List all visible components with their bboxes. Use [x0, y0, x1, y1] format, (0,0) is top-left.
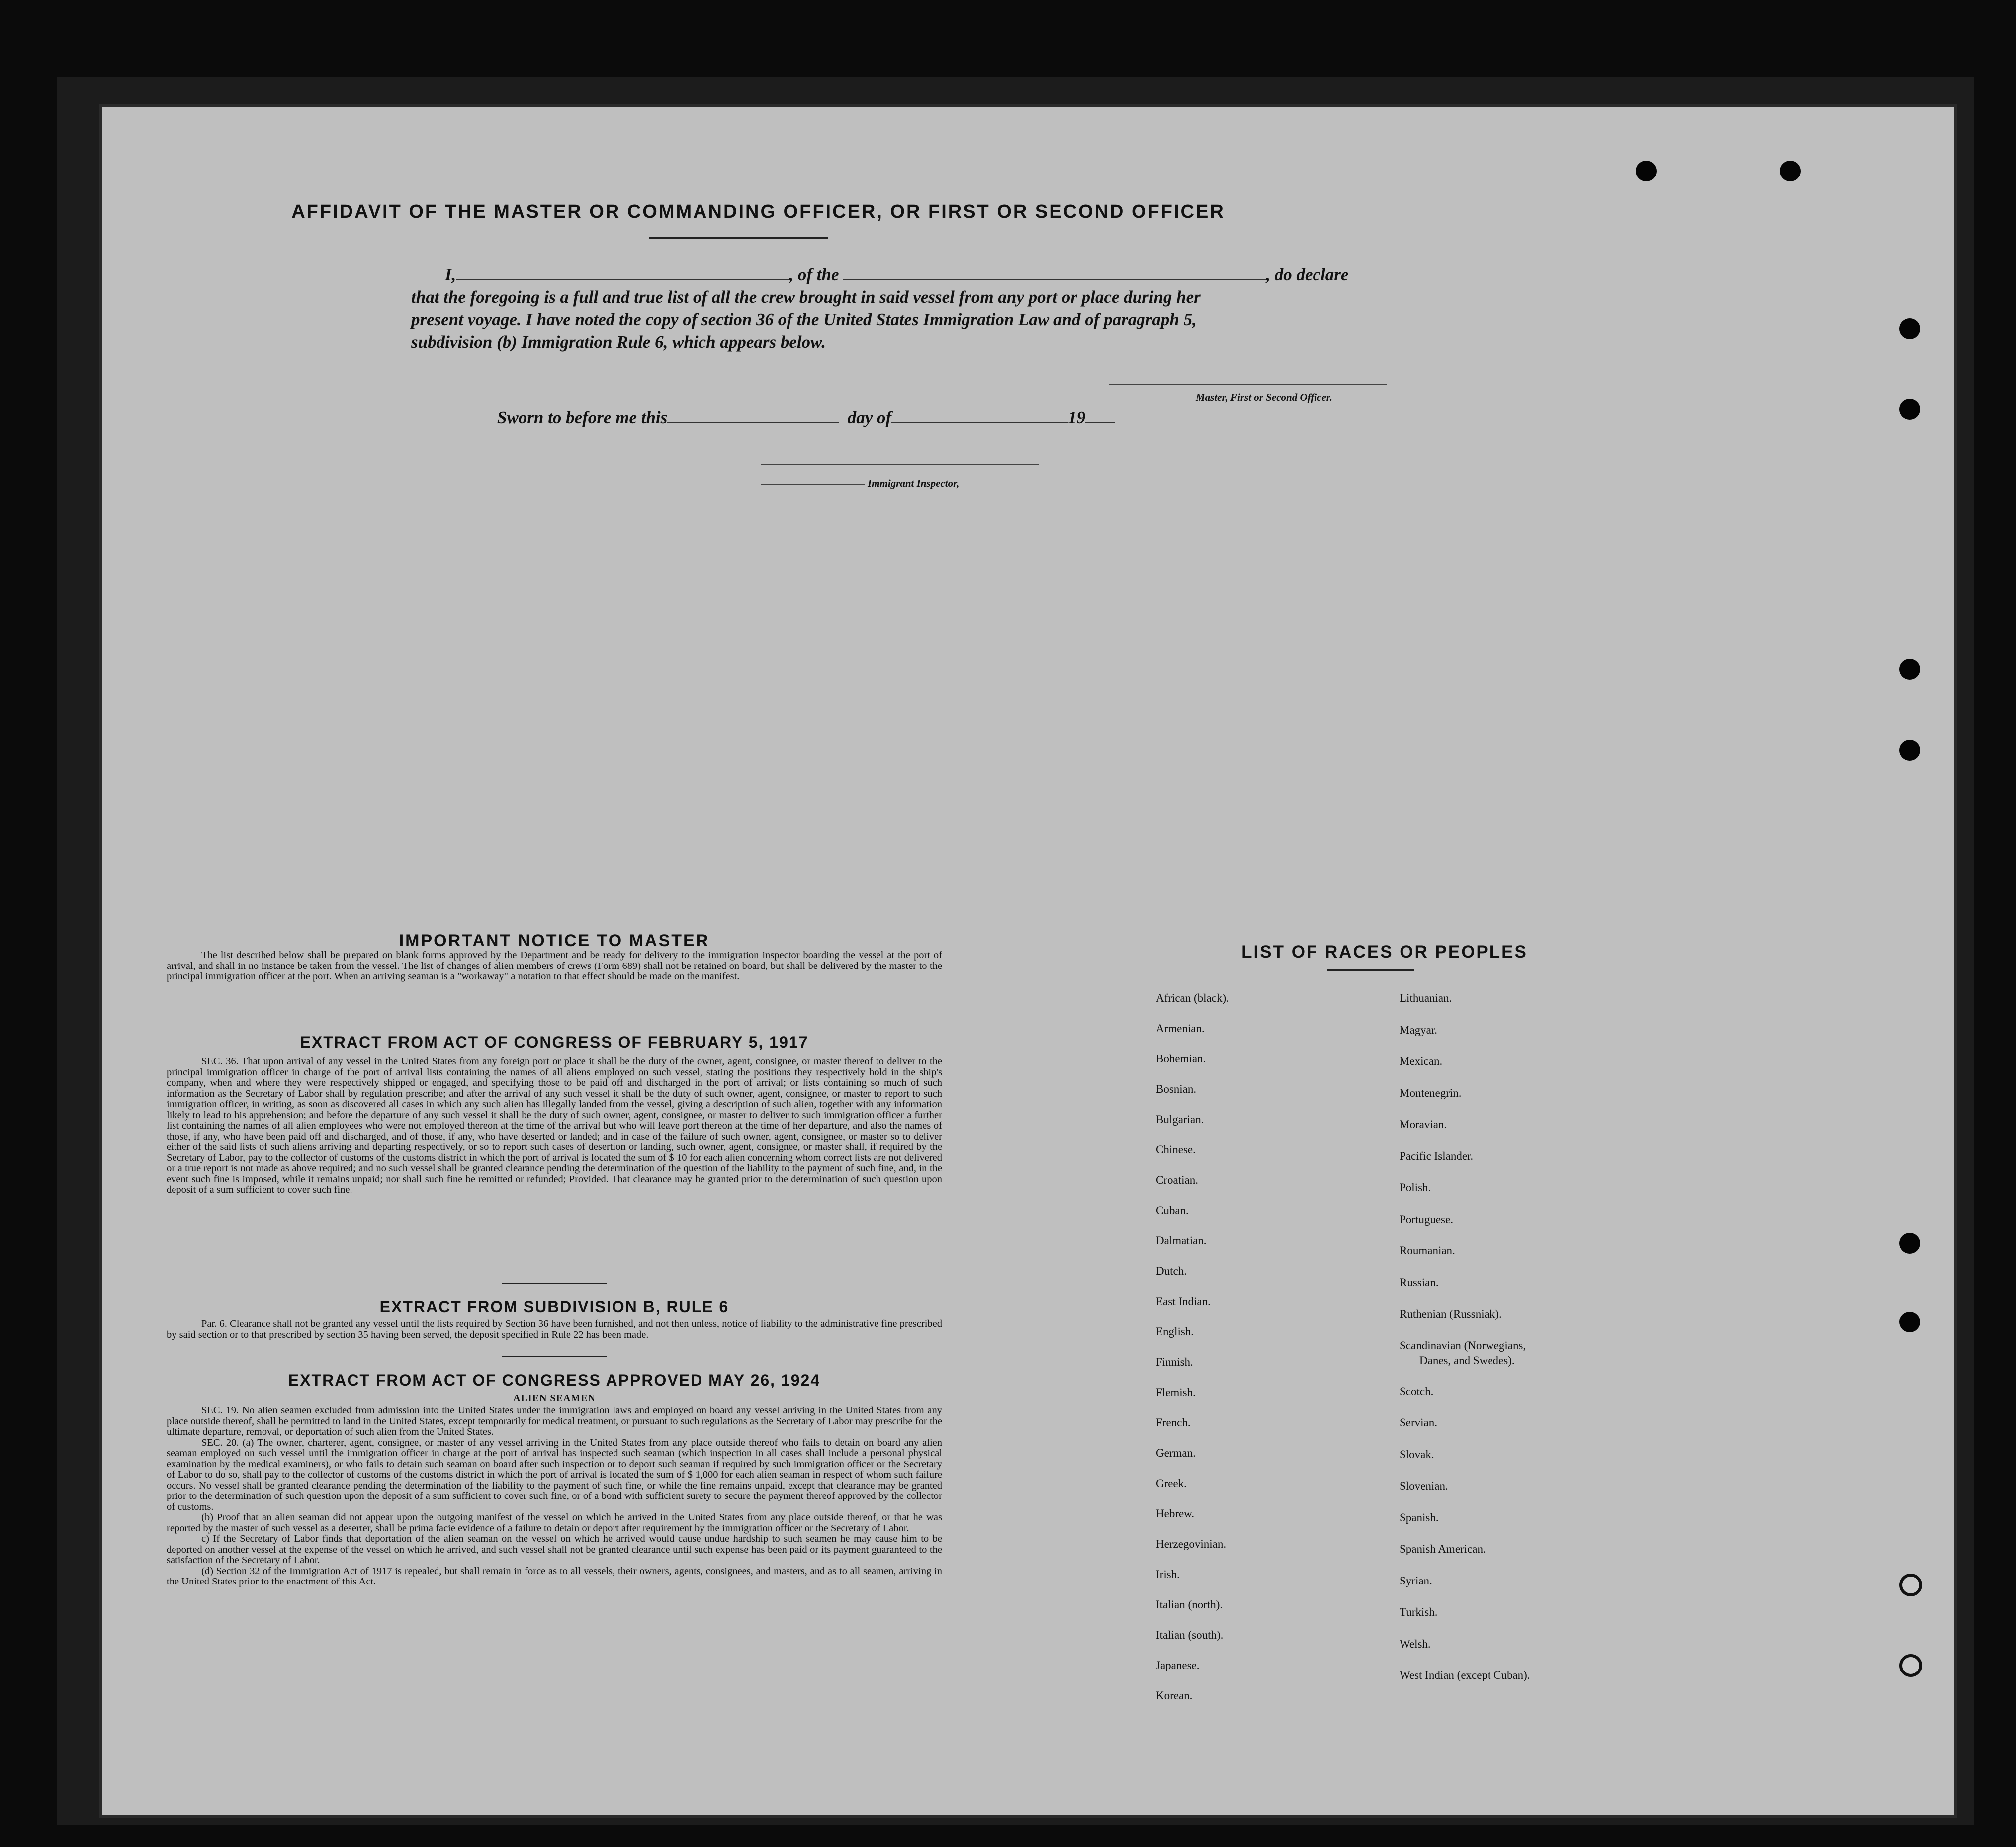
race-item: Syrian. — [1400, 1574, 1432, 1587]
race-item: Finnish. — [1156, 1356, 1193, 1368]
race-item: East Indian. — [1156, 1295, 1211, 1308]
races-title: LIST OF RACES OR PEOPLES — [1241, 942, 1528, 962]
race-item: Mexican. — [1400, 1055, 1443, 1067]
sec-20a-paragraph: SEC. 20. (a) The owner, charterer, agent, consignee, or master of any vessel arriving in the United States from any place outside thereof who fails to detain on board any alien seaman employed on such vessel until the immigration officer in charge at the port of arrival has inspected such seaman (which inspection in all cases shall include a personal physical examination by the medical examiners), or who fails to detain such seaman on board after such inspection or to deport such seaman if required by such immigration officer or the Secretary of Labor to do so, shall pay to the collector of customs of the customs district in which the port of arrival is located the sum of $ 1,000 for each alien seaman in respect of whom such failure occurs. No vessel shall be granted clearance pending the determination of the liability to the payment of such fine, or while the fine remains unpaid, except that clearance may be granted prior to the determination of such question upon the deposit of a sum sufficient to cover such fine, or of a bond with sufficient surety to secure the payment thereof approved by the collector of customs. — [167, 1437, 942, 1512]
race-item: Magyar. — [1400, 1023, 1438, 1036]
race-item: Slovak. — [1400, 1448, 1434, 1461]
race-item: Montenegrin. — [1400, 1086, 1462, 1099]
sworn-date-blank[interactable] — [667, 422, 839, 423]
year-prefix: 19 — [1068, 408, 1086, 427]
affidavit-line-3: present voyage. I have noted the copy of section 36 of the United States Immigration Law and of paragraph 5, — [411, 310, 1197, 329]
inspector-caption: Immigrant Inspector, — [868, 477, 960, 489]
sworn-text: Sworn to before me this — [497, 408, 668, 427]
punch-hole — [1899, 1312, 1920, 1332]
race-item: Flemish. — [1156, 1386, 1196, 1399]
race-item: African (black). — [1156, 992, 1229, 1004]
race-item: Scotch. — [1400, 1385, 1434, 1398]
race-item: Greek. — [1156, 1477, 1187, 1490]
punch-hole — [1899, 1574, 1922, 1596]
race-item: Scandinavian (Norwegians, — [1400, 1339, 1526, 1352]
race-item: Slovenian. — [1400, 1480, 1448, 1492]
punch-hole — [1780, 161, 1801, 181]
affidavit-title: AFFIDAVIT OF THE MASTER OR COMMANDING OFFICER, OR FIRST OR SECOND OFFICER — [291, 201, 1225, 222]
sec-20c-paragraph: c) If the Secretary of Labor finds that deportation of the alien seaman on the vessel on which he arrived would cause undue hardship to such seamen he may cause him to be deported on another vessel at the expense of the vessel on which he arrived, and such vessel shall not be granted clearance until such expense has been paid or its payment guaranteed to the satisfaction of the Secretary of Labor. — [167, 1533, 942, 1566]
race-item: Hebrew. — [1156, 1507, 1195, 1520]
affidavit-line-4: subdivision (b) Immigration Rule 6, which appears below. — [411, 332, 826, 352]
punch-hole — [1899, 1233, 1920, 1254]
race-item: Bohemian. — [1156, 1053, 1206, 1065]
inspector-signature-line[interactable] — [761, 464, 1039, 465]
race-item: Armenian. — [1156, 1022, 1205, 1035]
rule-6-title: EXTRACT FROM SUBDIVISION B, RULE 6 — [379, 1298, 729, 1316]
race-item: Croatian. — [1156, 1174, 1198, 1186]
race-item: Irish. — [1156, 1568, 1180, 1581]
race-item: French. — [1156, 1416, 1191, 1429]
race-item: Pacific Islander. — [1400, 1149, 1474, 1162]
race-item: Korean. — [1156, 1689, 1193, 1702]
race-item: Roumanian. — [1400, 1244, 1455, 1257]
master-caption: Master, First or Second Officer. — [1196, 391, 1332, 403]
sec-36-paragraph: SEC. 36. That upon arrival of any vessel in the United States from any foreign port or place it shall be the duty of the owner, agent, consignee, or master thereof to deliver to the principal immigration officer in charge of the port of arrival lists containing the names of all aliens employed on such vessel, stating the positions they respectively hold in the ship's company, when and where they were respectively shipped or engaged, and specifying those to be paid off and discharged in the port of arrival; or lists containing so much of such information as the Secretary of Labor shall by regulation prescribe; and after the arrival of any such vessel it shall be the duty of such owner, agent, consignee, or master to report to such immigration officer, in writing, as soon as discovered all cases in which any such alien has illegally landed from the vessel, giving a description of such alien, together with any information likely to lead to his apprehension; and before the departure of any such vessel it shall be the duty of such owner, agent, consignee, or master to deliver to such immigration officer a further list containing the names of all alien employees who were not employed thereon at the time of the arrival but who will leave port thereon at the time of her departure, and also the names of those, if any, who have been paid off and discharged, and of those, if any, who have deserted or landed; and in case of the failure of such owner, agent, consignee, or master so to deliver either of the said lists of such aliens arriving and departing respectively, or so to report such cases of desertion or landing, such owner, agent, consignee, or master shall, if required by the Secretary of Labor, pay to the collector of customs of the customs district in which the port of arrival is located the sum of $ 10 for each alien concerning whom correct lists are not delivered or a true report is not made as above required; and no such vessel shall be granted clearance pending the determination of the question of the liability to the payment of such fine, and, in the event such fine is imposed, while it remains unpaid; nor shall such fine be remitted or refunded; Provided. That clearance may be granted prior to the determination of such question upon deposit of a sum sufficient to cover such fine. — [167, 1056, 942, 1195]
notice-title: IMPORTANT NOTICE TO MASTER — [399, 931, 710, 950]
extract-1917-title: EXTRACT FROM ACT OF CONGRESS OF FEBRUARY 5, 1917 — [300, 1033, 809, 1051]
extract-1924-title: EXTRACT FROM ACT OF CONGRESS APPROVED MAY 26, 1924 — [288, 1371, 821, 1389]
race-item: Ruthenian (Russniak). — [1400, 1308, 1502, 1320]
affidavit-line-2: that the foregoing is a full and true list of all the crew brought in said vessel from any port or place during her — [411, 287, 1201, 307]
extract-1924-text — [167, 1406, 942, 1587]
race-item: West Indian (except Cuban). — [1400, 1669, 1530, 1681]
race-item: Cuban. — [1156, 1204, 1189, 1217]
day-of-text: day of — [847, 408, 892, 427]
sworn-line — [497, 408, 1115, 428]
race-item: Italian (north). — [1156, 1598, 1223, 1611]
sec-20b-paragraph: (b) Proof that an alien seaman did not appear upon the outgoing manifest of the vessel on which he arrived in the United States from any place outside thereof, or that he was reported by the master of such vessel as a deserter, shall be prima facie evidence of a failure to detain or deport after requirement by the immigration officer or the Secretary of Labor. — [167, 1512, 942, 1534]
rule-6-divider — [502, 1356, 607, 1357]
title-underline — [649, 237, 828, 239]
alien-seamen-subtitle: ALIEN SEAMEN — [513, 1393, 596, 1404]
vessel-blank[interactable] — [843, 279, 1266, 280]
master-signature-line[interactable] — [1109, 384, 1387, 385]
punch-hole — [1636, 161, 1657, 181]
notice-paragraph: The list described below shall be prepared on blank forms approved by the Department and be ready for delivery to the immigration inspector boarding the vessel at the port of arrival, and shall in no instance be taken from the vessel. The list of changes of alien members of crews (Form 689) shall not be retained on board, but shall be delivered by the master to the principal immigration officer at the port. When an arriving seaman is a "workaway" a notation to that effect should be made on the manifest. — [167, 950, 942, 982]
races-title-underline — [1327, 969, 1414, 971]
race-item: English. — [1156, 1325, 1194, 1338]
race-item: Danes, and Swedes). — [1419, 1354, 1515, 1367]
affidavit-do-declare: , do declare — [1266, 265, 1349, 284]
race-item: Moravian. — [1400, 1118, 1447, 1131]
punch-hole — [1899, 1654, 1922, 1677]
affidavit-of-the: , of the — [789, 265, 839, 284]
race-item: Dutch. — [1156, 1265, 1187, 1277]
punch-hole — [1899, 318, 1920, 339]
inspector-caption-line — [761, 484, 865, 485]
sec-19-paragraph: SEC. 19. No alien seamen excluded from admission into the United States under the immigration laws and employed on board any vessel arriving in the United States from any place outside thereof, shall be permitted to land in the United States, except temporarily for medical treatment, or pursuant to such regulations as the Secretary of Labor may prescribe for the ultimate departure, removal, or deportation of such alien from the United States. — [167, 1405, 942, 1437]
race-item: Portuguese. — [1400, 1213, 1453, 1226]
punch-hole — [1899, 399, 1920, 420]
punch-hole — [1899, 740, 1920, 761]
race-item: Herzegovinian. — [1156, 1538, 1227, 1550]
race-item: Dalmatian. — [1156, 1234, 1207, 1247]
race-item: Servian. — [1400, 1416, 1438, 1429]
extract-1917-divider — [502, 1283, 607, 1284]
year-blank[interactable] — [1085, 422, 1115, 423]
month-blank[interactable] — [891, 422, 1068, 423]
affidavit-line-1 — [445, 265, 1348, 285]
race-item: Polish. — [1400, 1181, 1431, 1194]
par-6-paragraph: Par. 6. Clearance shall not be granted any vessel until the lists required by Section 36 have been furnished, and not then unless, notice of liability to the administrative fine prescribed by said section or to that prescribed by section 35 having been served, the deposit specified in Rule 22 has been made. — [167, 1319, 942, 1340]
race-item: Bulgarian. — [1156, 1113, 1204, 1126]
race-item: Japanese. — [1156, 1659, 1200, 1671]
race-item: Spanish American. — [1400, 1543, 1486, 1555]
notice-text — [167, 950, 942, 982]
race-item: Italian (south). — [1156, 1629, 1224, 1641]
race-item: Bosnian. — [1156, 1083, 1197, 1095]
race-item: Turkish. — [1400, 1606, 1438, 1618]
sec-20d-paragraph: (d) Section 32 of the Immigration Act of 1917 is repealed, but shall remain in force as to all vessels, their owners, agents, consignees, and masters, and as to all seamen, arriving in the United States prior to the enactment of this Act. — [167, 1565, 942, 1587]
extract-1917-text — [167, 1056, 942, 1196]
race-item: Chinese. — [1156, 1143, 1196, 1156]
punch-hole — [1899, 659, 1920, 680]
race-item: German. — [1156, 1447, 1196, 1459]
name-blank[interactable] — [456, 279, 789, 280]
race-item: Russian. — [1400, 1276, 1439, 1289]
race-item: Welsh. — [1400, 1637, 1431, 1650]
document-page — [102, 107, 1954, 1815]
race-item: Lithuanian. — [1400, 992, 1452, 1004]
rule-6-text — [167, 1319, 942, 1340]
race-item: Spanish. — [1400, 1511, 1439, 1524]
affidavit-i: I, — [445, 265, 456, 284]
